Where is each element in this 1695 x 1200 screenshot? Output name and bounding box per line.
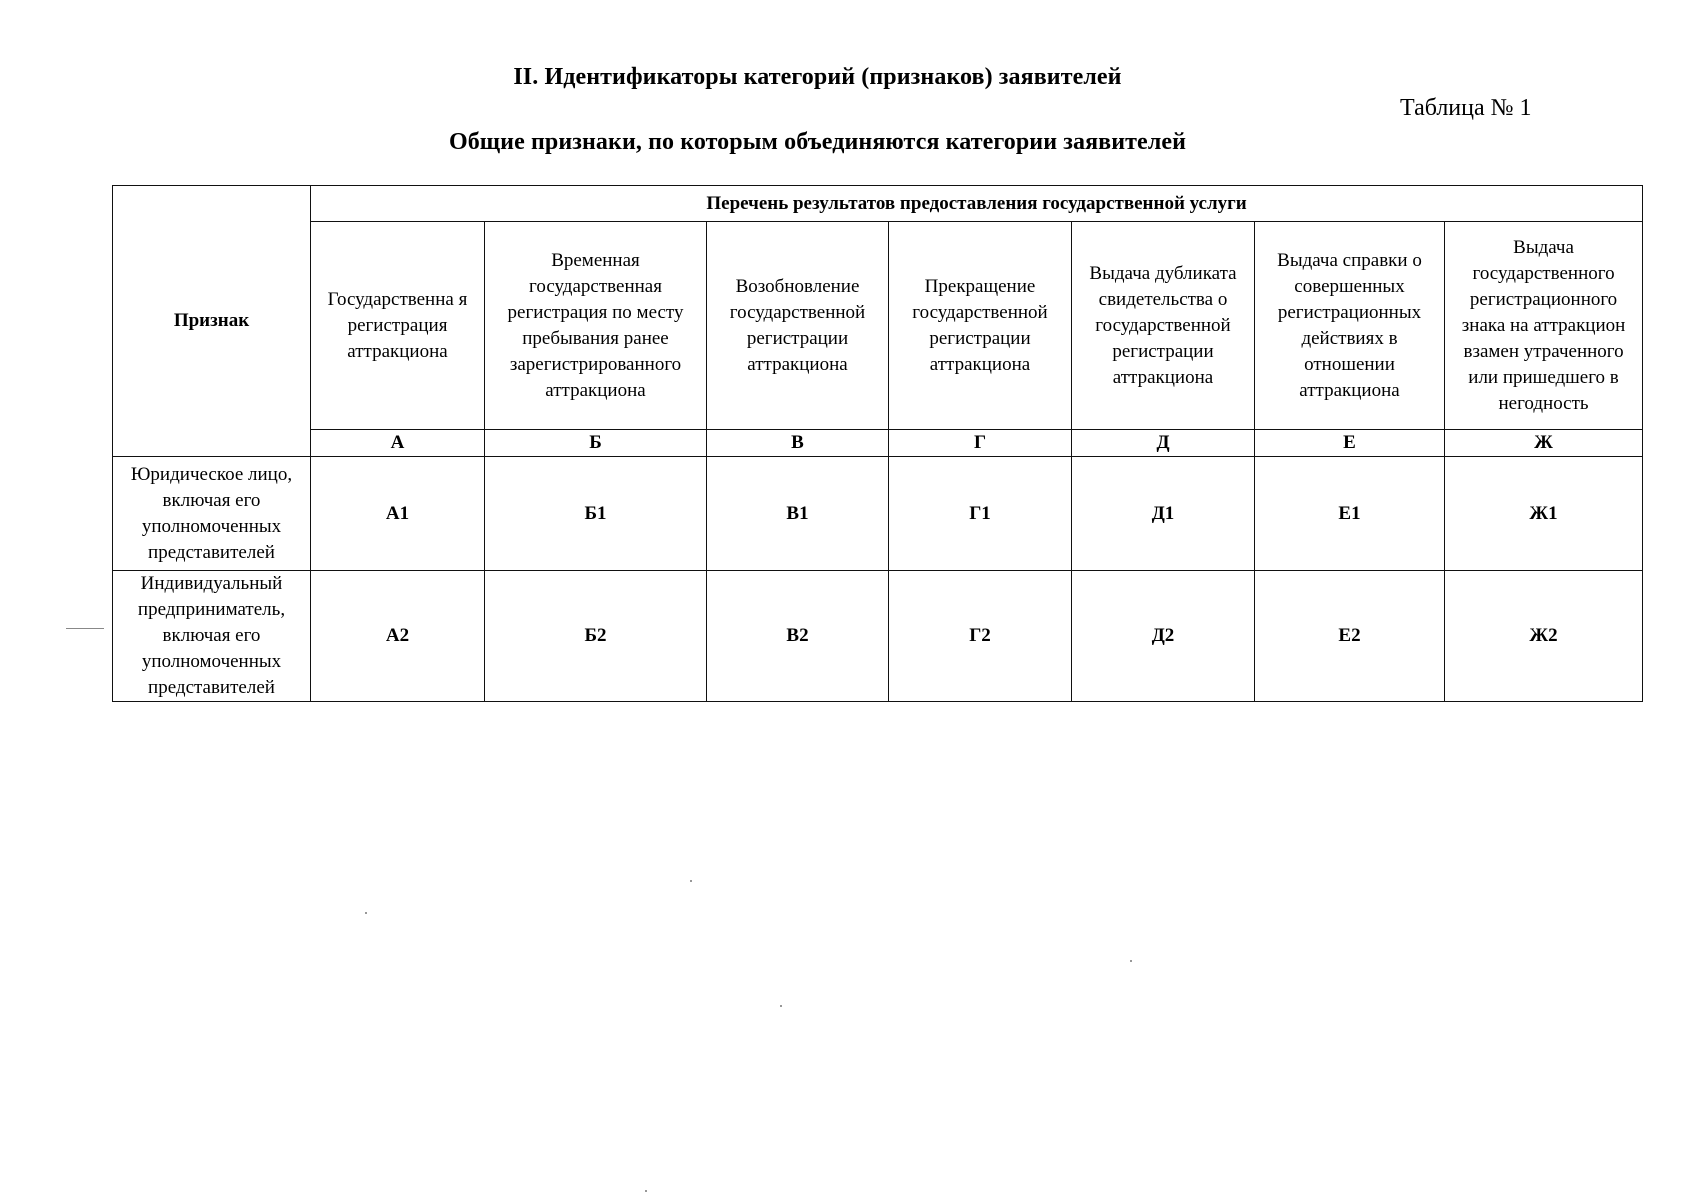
table-cell: В1 xyxy=(707,457,889,571)
table-row xyxy=(113,571,1643,702)
table-cell: А1 xyxy=(311,457,485,571)
scan-speck xyxy=(1130,960,1132,962)
table-cell: Б1 xyxy=(485,457,707,571)
column-code: Д xyxy=(1072,430,1255,457)
column-codes-row xyxy=(113,430,1643,457)
table-cell: Д1 xyxy=(1072,457,1255,571)
corner-header: Признак xyxy=(113,186,311,457)
column-code: А xyxy=(311,430,485,457)
table-cell: Б2 xyxy=(485,571,707,702)
table-cell: Г1 xyxy=(889,457,1072,571)
categories-table xyxy=(112,185,1643,702)
scan-speck xyxy=(365,912,367,914)
column-code: Б xyxy=(485,430,707,457)
column-code: В xyxy=(707,430,889,457)
table-number: Таблица № 1 xyxy=(1400,95,1532,121)
scan-artifact-line xyxy=(66,628,104,629)
column-code: Г xyxy=(889,430,1072,457)
column-header: Выдача государственного регистрационного знака на аттракцион взамен утраченного или пришедшего в негодность xyxy=(1445,222,1643,430)
column-header: Выдача справки о совершенных регистрационных действиях в отношении аттракциона xyxy=(1255,222,1445,430)
section-title: II. Идентификаторы категорий (признаков) заявителей xyxy=(513,64,1122,90)
column-code: Ж xyxy=(1445,430,1643,457)
table-header-row xyxy=(113,186,1643,222)
scan-speck xyxy=(645,1190,647,1192)
column-header: Прекращение государственной регистрации аттракциона xyxy=(889,222,1072,430)
table-cell: А2 xyxy=(311,571,485,702)
column-header: Выдача дубликата свидетельства о государственной регистрации аттракциона xyxy=(1072,222,1255,430)
table-title: Общие признаки, по которым объединяются категории заявителей xyxy=(448,129,1187,155)
scan-speck xyxy=(690,880,692,882)
table-cell: Г2 xyxy=(889,571,1072,702)
table-row xyxy=(113,457,1643,571)
group-header: Перечень результатов предоставления государственной услуги xyxy=(311,186,1643,222)
scan-speck xyxy=(780,1005,782,1007)
table-cell: Ж1 xyxy=(1445,457,1643,571)
table-cell: Е2 xyxy=(1255,571,1445,702)
column-header: Возобновление государственной регистрации аттракциона xyxy=(707,222,889,430)
column-header: Временная государственная регистрация по месту пребывания ранее зарегистрированного аттракциона xyxy=(485,222,707,430)
table-cell: Д2 xyxy=(1072,571,1255,702)
row-label: Юридическое лицо, включая его уполномоченных представителей xyxy=(113,457,311,571)
row-label: Индивидуальный предприниматель, включая его уполномоченных представителей xyxy=(113,571,311,702)
column-code: Е xyxy=(1255,430,1445,457)
table-cell: Ж2 xyxy=(1445,571,1643,702)
table-cell: Е1 xyxy=(1255,457,1445,571)
table-cell: В2 xyxy=(707,571,889,702)
column-headers-row xyxy=(113,222,1643,430)
column-header: Государственна я регистрация аттракциона xyxy=(311,222,485,430)
